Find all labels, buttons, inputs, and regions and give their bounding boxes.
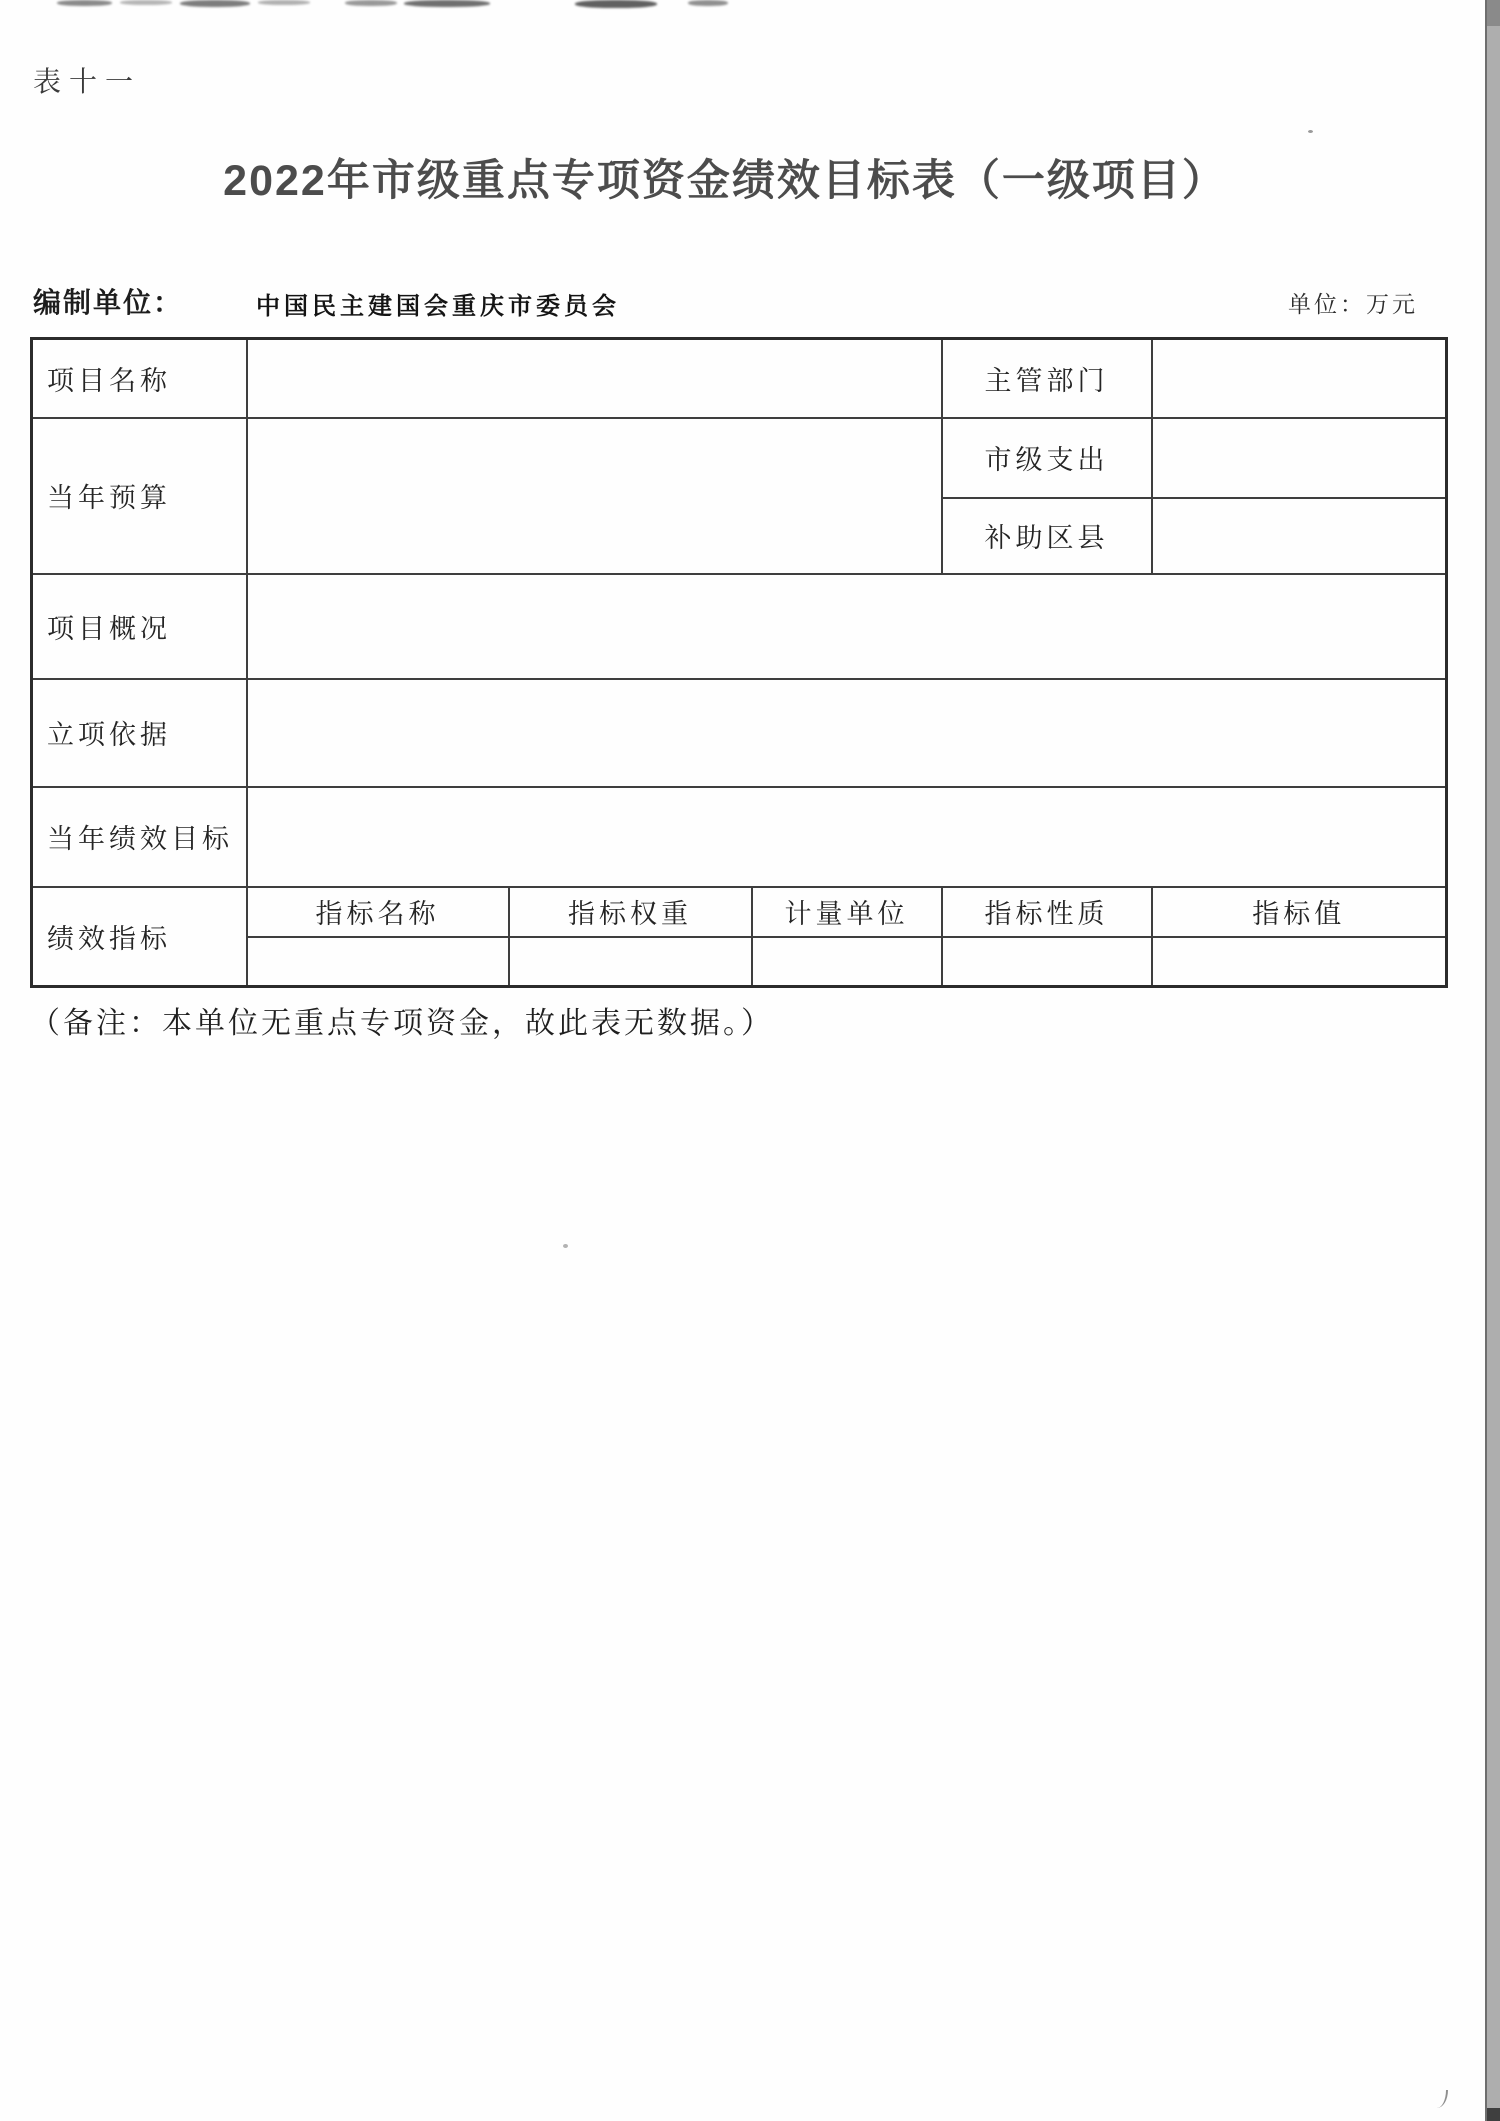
page-title: 2022年市级重点专项资金绩效目标表（一级项目）: [223, 157, 1227, 205]
field-department-value: [1152, 339, 1447, 418]
field-indicator-nature-value: [942, 937, 1152, 987]
prepared-by-label: 编制单位：: [33, 288, 184, 319]
scan-smudge: [57, 0, 112, 6]
scan-edge-strip-top: [1487, 0, 1500, 26]
scan-smudge: [575, 0, 657, 8]
scan-smudge: [258, 0, 310, 5]
scan-smudge: [345, 0, 397, 6]
header-indicator-nature: 指标性质: [942, 887, 1152, 937]
scan-smudge: [120, 0, 172, 5]
page-label: 表十一: [33, 67, 142, 98]
field-approval-basis-value: [247, 679, 1447, 787]
field-project-name-value: [247, 339, 942, 418]
label-municipal-expenditure: 市级支出: [942, 418, 1152, 498]
currency-unit-label: 单位：万元: [1288, 292, 1418, 317]
field-annual-budget-value: [247, 418, 942, 574]
field-indicator-value-value: [1152, 937, 1447, 987]
prepared-by-value: 中国民主建国会重庆市委员会: [256, 294, 620, 320]
scan-edge-strip-bottom: [1487, 2108, 1500, 2121]
field-indicator-weight-value: [509, 937, 752, 987]
label-department: 主管部门: [942, 339, 1152, 418]
scan-smudge: [180, 0, 250, 7]
label-project-name: 项目名称: [32, 339, 247, 418]
field-indicator-name-value: [247, 937, 509, 987]
scan-speck: [1308, 130, 1313, 133]
scan-smudge: [688, 0, 728, 6]
label-annual-budget: 当年预算: [32, 418, 247, 574]
field-project-overview-value: [247, 574, 1447, 679]
field-subsidized-districts-value: [1152, 498, 1447, 574]
label-project-overview: 项目概况: [32, 574, 247, 679]
scan-curl-mark: [1437, 2090, 1448, 2108]
field-measurement-unit-value: [752, 937, 942, 987]
field-municipal-expenditure-value: [1152, 418, 1447, 498]
label-performance-indicators: 绩效指标: [32, 887, 247, 987]
performance-target-form-table: [30, 337, 1448, 988]
label-subsidized-districts: 补助区县: [942, 498, 1152, 574]
header-measurement-unit: 计量单位: [752, 887, 942, 937]
field-annual-performance-target-value: [247, 787, 1447, 887]
label-approval-basis: 立项依据: [32, 679, 247, 787]
header-indicator-value: 指标值: [1152, 887, 1447, 937]
scan-speck: [563, 1244, 568, 1248]
scan-edge-strip: [1485, 0, 1500, 2121]
label-annual-performance-target: 当年绩效目标: [32, 787, 247, 887]
header-indicator-weight: 指标权重: [509, 887, 752, 937]
remark-note: （备注：本单位无重点专项资金，故此表无数据。）: [30, 1007, 774, 1040]
header-indicator-name: 指标名称: [247, 887, 509, 937]
scan-smudge: [404, 0, 490, 7]
